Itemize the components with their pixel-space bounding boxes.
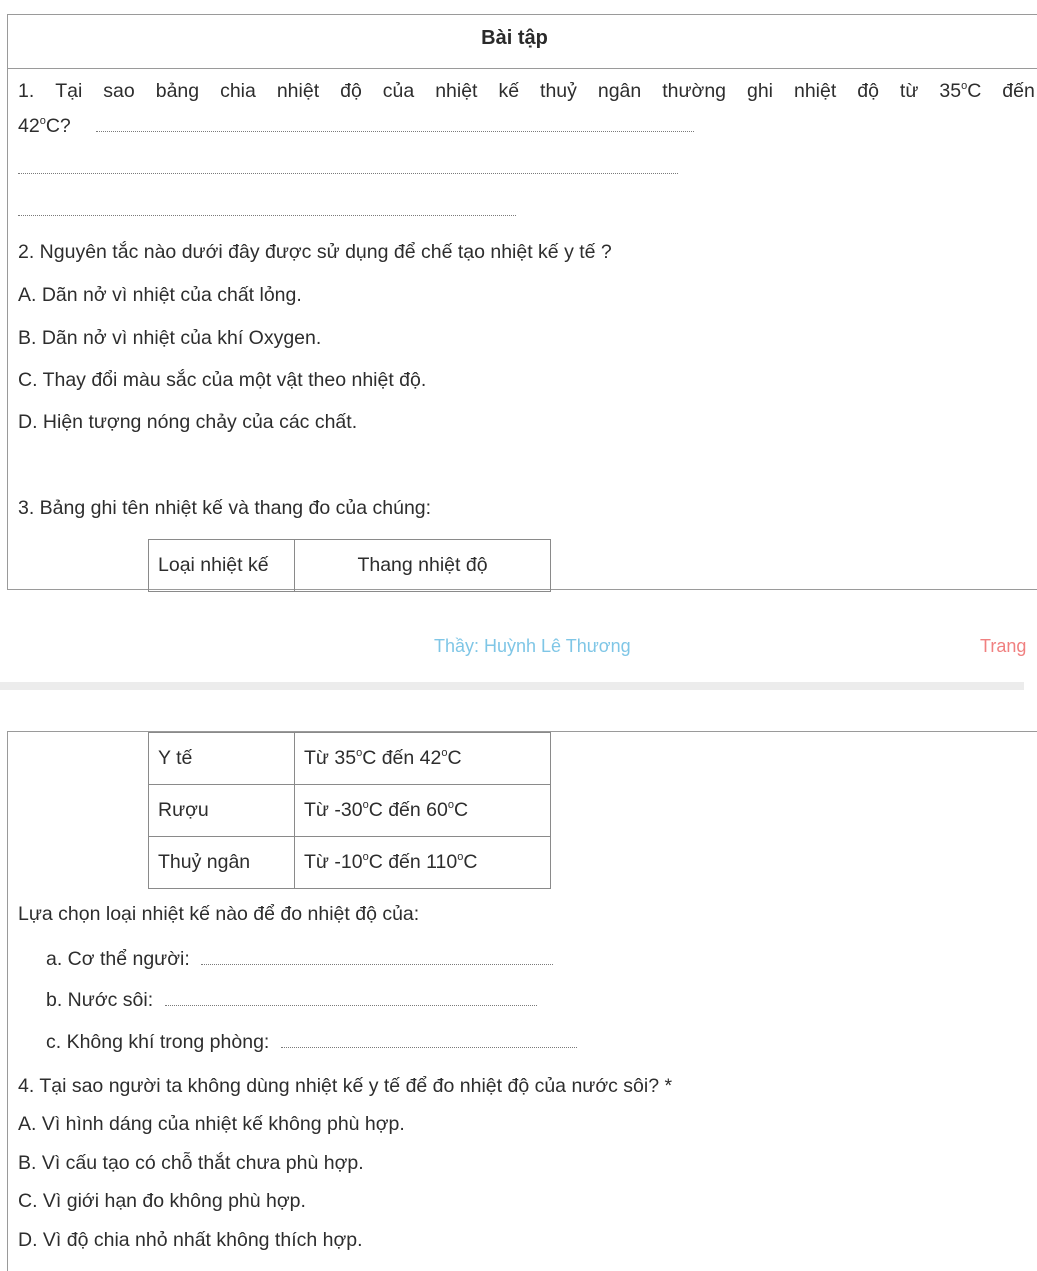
q1-word: nhiệt — [793, 80, 837, 102]
q4-option-b[interactable]: B. Vì cấu tạo có chỗ thắt chưa phù hợp. — [18, 1152, 364, 1174]
header-cell-range: Thang nhiệt độ — [295, 540, 551, 592]
cell-type: Thuỷ ngân — [149, 837, 295, 889]
q1-word: chia — [220, 80, 256, 102]
table-row — [149, 733, 551, 785]
q2-option-b[interactable]: B. Dãn nở vì nhiệt của khí Oxygen. — [18, 327, 322, 349]
q2-option-c[interactable]: C. Thay đổi màu sắc của một vật theo nhiệt độ. — [18, 369, 427, 391]
q1-word: thường — [662, 80, 727, 102]
worksheet-page-2 — [7, 731, 1037, 1271]
cell-type: Rượu — [149, 785, 295, 837]
q1-line2-text: 42$^o$C? — [18, 115, 71, 137]
q1-word: nhiệt — [276, 80, 320, 102]
q1-word: ghi — [746, 80, 774, 102]
answer-dotted-line[interactable] — [18, 171, 678, 174]
answer-dotted-line[interactable] — [96, 129, 694, 132]
header-cell-type: Loại nhiệt kế — [149, 540, 295, 592]
question-2: 2. Nguyên tắc nào dưới đây được sử dụng để chế tạo nhiệt kế y tế ? — [18, 241, 612, 263]
q3-item-b — [46, 989, 537, 1012]
q4-option-a[interactable]: A. Vì hình dáng của nhiệt kế không phù hợp. — [18, 1113, 405, 1135]
footer-teacher-name: Thầy: Huỳnh Lê Thương — [434, 636, 631, 656]
q2-option-d[interactable]: D. Hiện tượng nóng chảy của các chất. — [18, 411, 358, 433]
q1-word: nhiệt — [435, 80, 478, 102]
answer-dotted-line[interactable] — [18, 213, 516, 216]
cell-range: Từ -30$^o$C đến 60$^o$C — [295, 785, 551, 837]
q1-word: bảng — [155, 80, 200, 102]
table-row — [149, 837, 551, 889]
cell-type: Y tế — [149, 733, 295, 785]
q3-item-a — [46, 948, 553, 971]
answer-dotted-line[interactable] — [281, 1045, 577, 1048]
answer-dotted-line[interactable] — [201, 962, 553, 965]
thermometer-table-header — [148, 539, 551, 592]
question-4: 4. Tại sao người ta không dùng nhiệt kế y tế để đo nhiệt độ của nước sôi? * — [18, 1075, 673, 1097]
footer-page-label: Trang — [980, 636, 1027, 656]
q1-word: đến — [1002, 80, 1035, 102]
table-row — [149, 785, 551, 837]
q1-word: 35$^o$C — [939, 80, 982, 102]
q4-option-c[interactable]: C. Vì giới hạn đo không phù hợp. — [18, 1190, 306, 1212]
q1-word: của — [382, 80, 415, 102]
q1-word: thuỷ — [540, 80, 577, 102]
worksheet-page-1 — [7, 14, 1037, 590]
cell-range: Từ -10$^o$C đến 110$^o$C — [295, 837, 551, 889]
q1-word: độ — [340, 80, 362, 102]
q3-item-label: a. Cơ thể người: — [46, 948, 190, 970]
q3-item-label: b. Nước sôi: — [46, 989, 154, 1011]
question-3-prompt: Lựa chọn loại nhiệt kế nào để đo nhiệt độ của: — [18, 903, 420, 925]
q3-item-c — [46, 1031, 577, 1054]
cell-range: Từ 35$^o$C đến 42$^o$C — [295, 733, 551, 785]
q1-word: ngân — [597, 80, 642, 102]
question-1-line-1 — [18, 80, 1037, 103]
q1-word: sao — [103, 80, 135, 102]
page-separator — [0, 682, 1024, 690]
q1-word: Tại — [55, 80, 83, 102]
q1-word: kế — [498, 80, 520, 102]
q1-word: độ — [857, 80, 879, 102]
question-1-line-2 — [18, 115, 694, 138]
thermometer-table — [148, 732, 551, 889]
q1-word: 1. — [18, 80, 35, 102]
q2-option-a[interactable]: A. Dãn nở vì nhiệt của chất lỏng. — [18, 284, 302, 306]
q4-option-d[interactable]: D. Vì độ chia nhỏ nhất không thích hợp. — [18, 1229, 363, 1251]
q1-word: từ — [899, 80, 919, 102]
question-3-intro: 3. Bảng ghi tên nhiệt kế và thang đo của chúng: — [18, 497, 432, 519]
answer-dotted-line[interactable] — [165, 1003, 537, 1006]
q3-item-label: c. Không khí trong phòng: — [46, 1031, 270, 1053]
worksheet-title: Bài tập — [8, 15, 1037, 69]
